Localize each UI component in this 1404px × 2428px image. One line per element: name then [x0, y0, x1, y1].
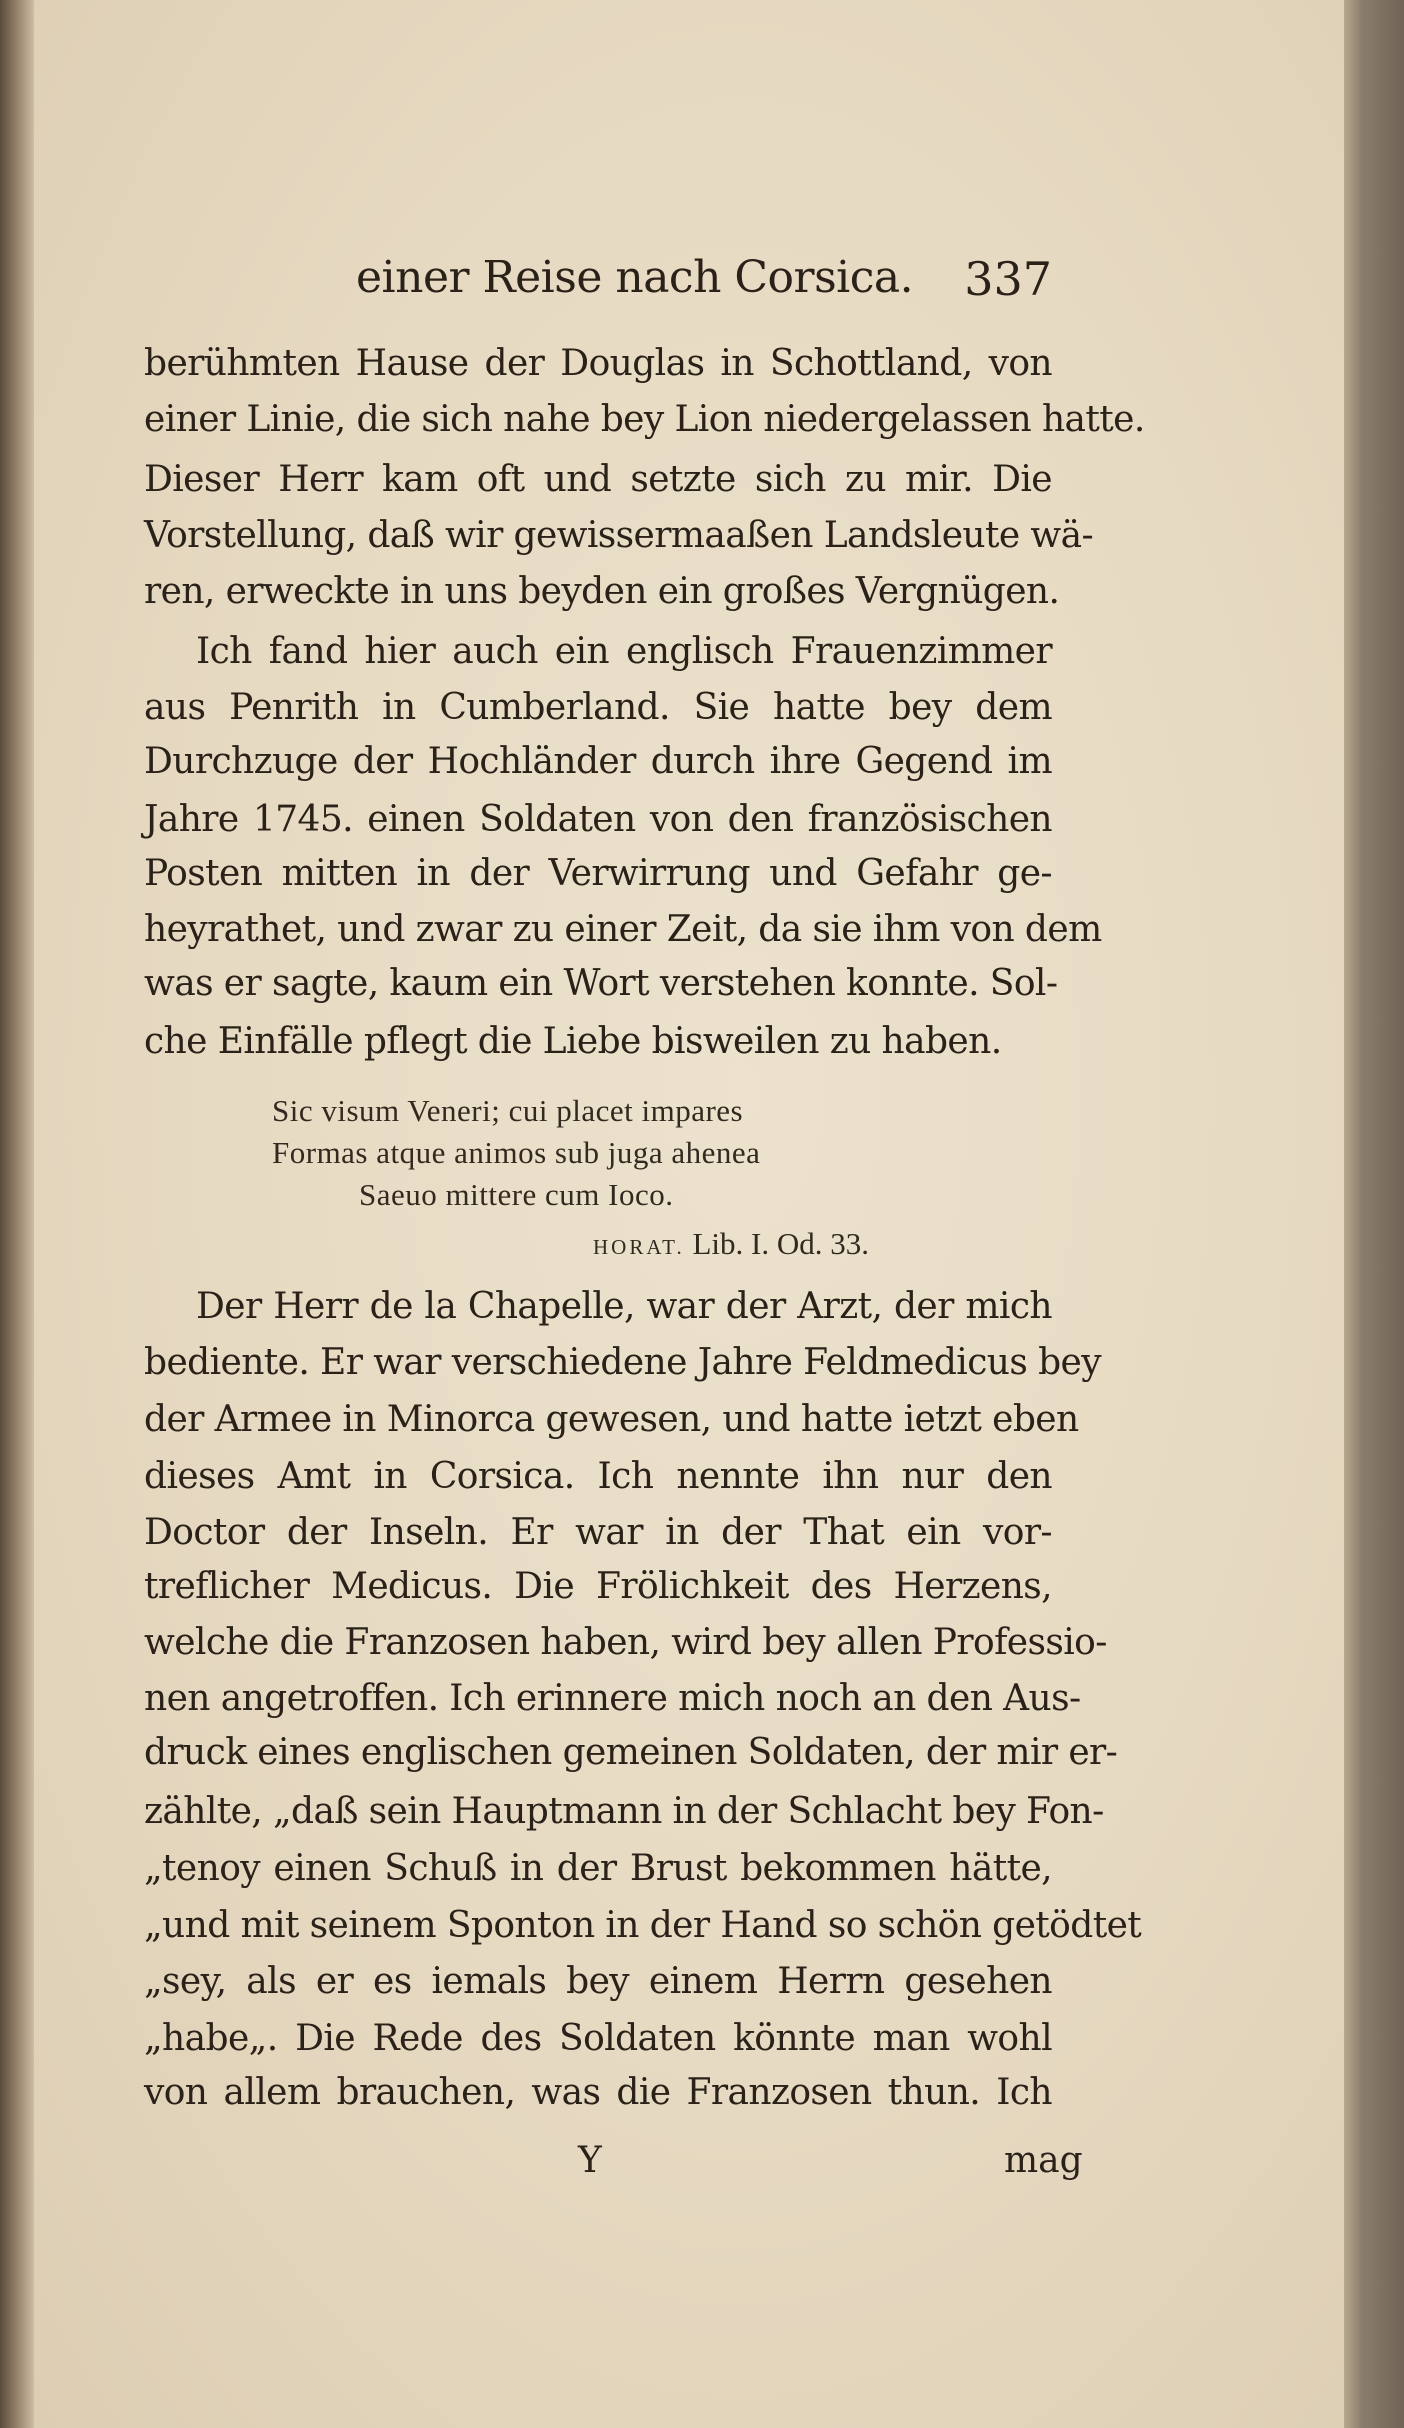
text-line: Jahre 1745. einen Soldaten von den französischen: [144, 799, 1052, 840]
text-line: Der Herr de la Chapelle, war der Arzt, der mich: [196, 1286, 1052, 1327]
text-line: was er sagte, kaum ein Wort verstehen konnte. Sol-: [144, 963, 1058, 1004]
text-line: zählte, „daß sein Hauptmann in der Schlacht bey Fon-: [144, 1791, 1104, 1832]
text-line: von allem brauchen, was die Franzosen thun. Ich: [144, 2072, 1052, 2113]
quote-attribution: [593, 1226, 869, 1262]
quote-line: Sic visum Veneri; cui placet impares: [272, 1093, 744, 1128]
text-line: Durchzuge der Hochländer durch ihre Gegend im: [144, 741, 1052, 782]
text-line: bediente. Er war verschiedene Jahre Feldmedicus bey: [144, 1342, 1101, 1383]
text-line: ren, erweckte in uns beyden ein großes Vergnügen.: [144, 571, 1060, 612]
running-title: einer Reise nach Corsica.: [356, 252, 914, 303]
text-line: „habe„. Die Rede des Soldaten könnte man wohl: [144, 2018, 1052, 2059]
catchword: mag: [1004, 2140, 1083, 2181]
text-line: Ich fand hier auch ein englisch Frauenzimmer: [196, 631, 1052, 672]
text-line: nen angetroffen. Ich erinnere mich noch an den Aus-: [144, 1678, 1081, 1719]
page-number: 337: [964, 252, 1052, 306]
text-line: „sey, als er es iemals bey einem Herrn gesehen: [144, 1961, 1052, 2002]
text-line: Posten mitten in der Verwirrung und Gefahr ge-: [144, 853, 1052, 894]
text-line: berühmten Hause der Douglas in Schottland, von: [144, 343, 1052, 384]
text-line: dieses Amt in Corsica. Ich nennte ihn nur den: [144, 1456, 1052, 1497]
text-line: Dieser Herr kam oft und setzte sich zu mir. Die: [144, 459, 1052, 500]
text-line: treflicher Medicus. Die Frölichkeit des Herzens,: [144, 1566, 1052, 1607]
text-line: Doctor der Inseln. Er war in der That ein vor-: [144, 1512, 1052, 1553]
quote-line: Formas atque animos sub juga ahenea: [272, 1135, 761, 1170]
text-line: „tenoy einen Schuß in der Brust bekommen hätte,: [144, 1848, 1052, 1889]
text-line: che Einfälle pflegt die Liebe bisweilen zu haben.: [144, 1021, 1002, 1062]
running-header: [356, 252, 1052, 312]
quote-line: Saeuo mittere cum Ioco.: [359, 1177, 674, 1212]
page-binding-shadow: [0, 0, 34, 2428]
text-line: welche die Franzosen haben, wird bey allen Professio-: [144, 1622, 1107, 1663]
quote-author: HORAT.: [593, 1235, 685, 1259]
text-line: druck eines englischen gemeinen Soldaten, der mir er-: [144, 1732, 1118, 1773]
text-line: heyrathet, und zwar zu einer Zeit, da sie ihm von dem: [144, 909, 1102, 950]
page-edge: [1344, 0, 1404, 2428]
text-line: der Armee in Minorca gewesen, und hatte ietzt eben: [144, 1399, 1079, 1440]
text-line: „und mit seinem Sponton in der Hand so schön getödtet: [144, 1905, 1142, 1946]
quote-reference: Lib. I. Od. 33.: [692, 1226, 869, 1261]
text-line: einer Linie, die sich nahe bey Lion niedergelassen hatte.: [144, 399, 1145, 440]
text-line: aus Penrith in Cumberland. Sie hatte bey dem: [144, 687, 1052, 728]
text-line: Vorstellung, daß wir gewissermaaßen Landsleute wä-: [144, 515, 1094, 556]
signature-mark: Y: [578, 2140, 602, 2181]
